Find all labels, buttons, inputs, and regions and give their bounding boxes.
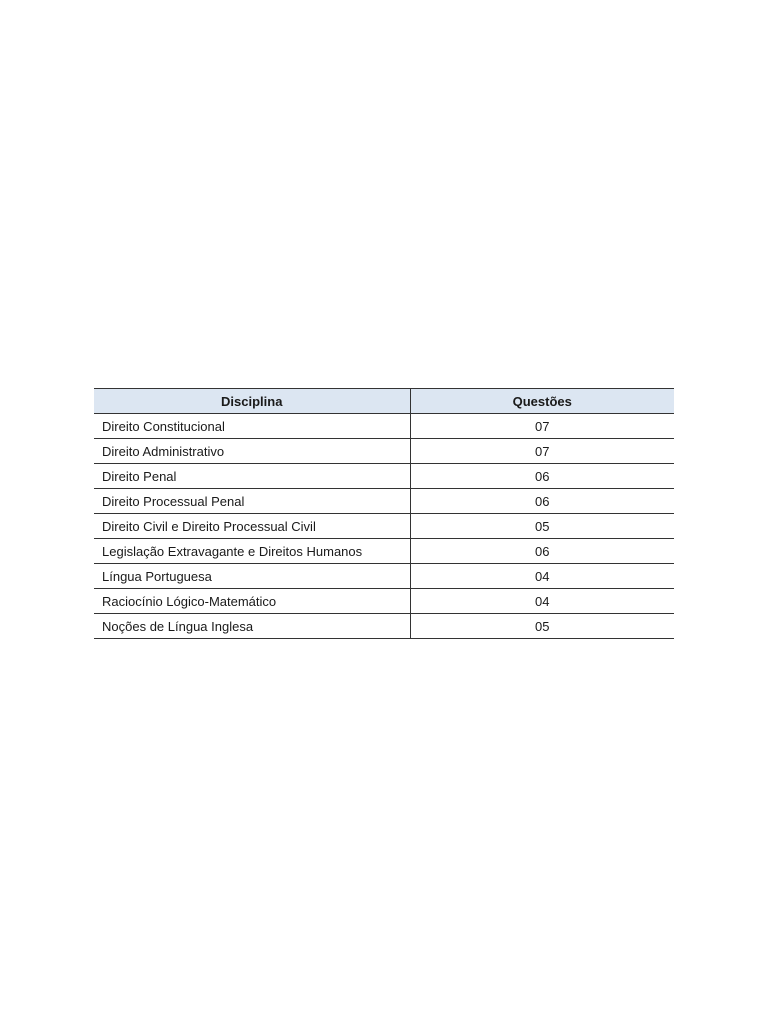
cell-questoes: 06 bbox=[410, 539, 674, 564]
cell-disciplina: Direito Civil e Direito Processual Civil bbox=[94, 514, 410, 539]
table-header bbox=[94, 389, 674, 414]
cell-disciplina: Direito Constitucional bbox=[94, 414, 410, 439]
table-row bbox=[94, 439, 674, 464]
table-row bbox=[94, 489, 674, 514]
cell-disciplina: Noções de Língua Inglesa bbox=[94, 614, 410, 639]
cell-questoes: 04 bbox=[410, 589, 674, 614]
table-row bbox=[94, 564, 674, 589]
cell-questoes: 05 bbox=[410, 614, 674, 639]
header-disciplina: Disciplina bbox=[94, 389, 410, 414]
header-questoes: Questões bbox=[410, 389, 674, 414]
cell-questoes: 05 bbox=[410, 514, 674, 539]
header-row bbox=[94, 389, 674, 414]
table-body bbox=[94, 414, 674, 639]
disciplines-table-container bbox=[94, 388, 674, 639]
table-row bbox=[94, 589, 674, 614]
table-row bbox=[94, 539, 674, 564]
cell-questoes: 06 bbox=[410, 464, 674, 489]
disciplines-table bbox=[94, 388, 674, 639]
cell-questoes: 06 bbox=[410, 489, 674, 514]
cell-disciplina: Direito Processual Penal bbox=[94, 489, 410, 514]
table-row bbox=[94, 414, 674, 439]
table-row bbox=[94, 514, 674, 539]
table-row bbox=[94, 614, 674, 639]
cell-disciplina: Raciocínio Lógico-Matemático bbox=[94, 589, 410, 614]
cell-disciplina: Direito Penal bbox=[94, 464, 410, 489]
cell-disciplina: Língua Portuguesa bbox=[94, 564, 410, 589]
cell-disciplina: Legislação Extravagante e Direitos Humanos bbox=[94, 539, 410, 564]
cell-disciplina: Direito Administrativo bbox=[94, 439, 410, 464]
table-row bbox=[94, 464, 674, 489]
cell-questoes: 07 bbox=[410, 439, 674, 464]
cell-questoes: 07 bbox=[410, 414, 674, 439]
cell-questoes: 04 bbox=[410, 564, 674, 589]
